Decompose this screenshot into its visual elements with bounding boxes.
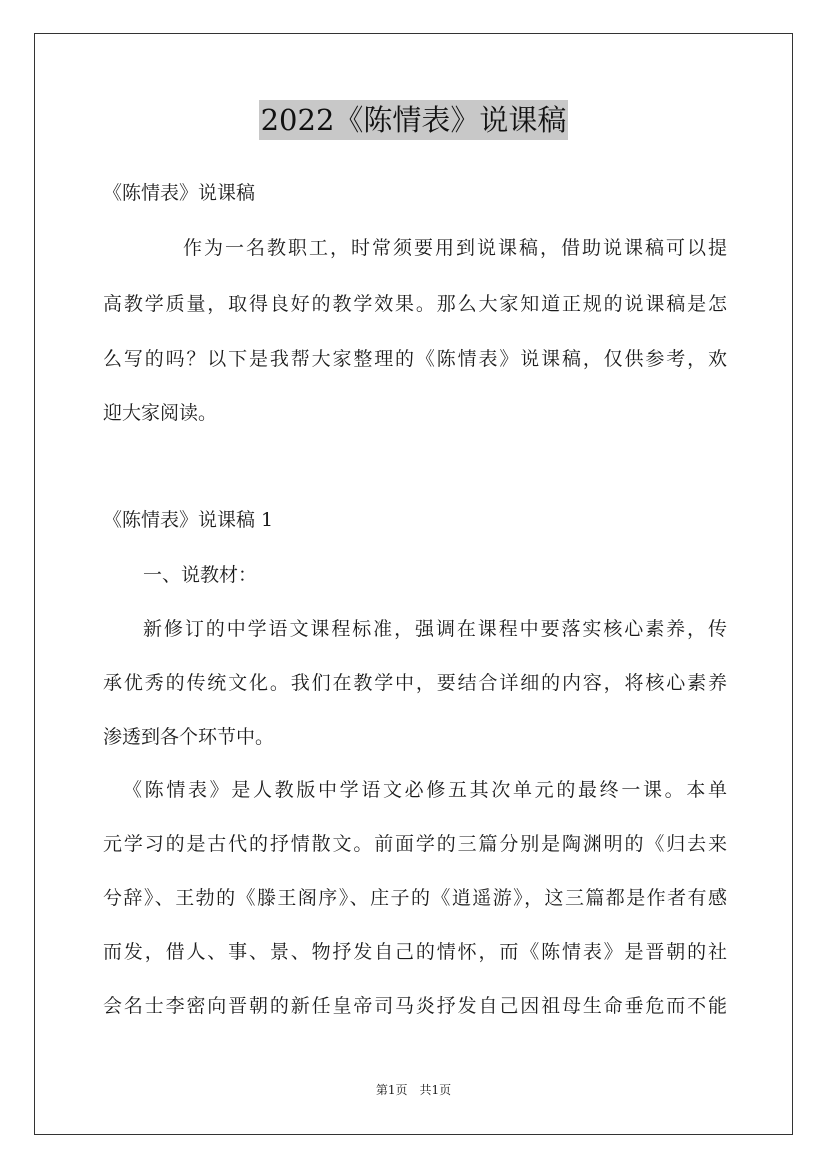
paragraph-line: 渗透到各个环节中。: [103, 726, 275, 748]
intro-line: 高教学质量，取得良好的教学效果。那么大家知道正规的说课稿是怎: [103, 293, 727, 315]
paragraph-line: 《陈情表》是人教版中学语文必修五其次单元的最终一课。本单: [123, 779, 727, 801]
document-title: [0, 100, 827, 140]
paragraph-line: 而发，借人、事、景、物抒发自己的情怀，而《陈情表》是晋朝的社: [103, 941, 727, 963]
section-title: 《陈情表》说课稿 1: [103, 509, 274, 531]
intro-line: 作为一名教职工，时常须要用到说课稿，借助说课稿可以提: [183, 237, 727, 259]
paragraph-line: 会名士李密向晋朝的新任皇帝司马炎抒发自己因祖母生命垂危而不能: [103, 995, 727, 1017]
paragraph-line: 新修订的中学语文课程标准，强调在课程中要落实核心素养，传: [143, 618, 727, 640]
document-subtitle: 《陈情表》说课稿: [103, 182, 256, 204]
intro-line: 么写的吗？以下是我帮大家整理的《陈情表》说课稿，仅供参考，欢: [103, 348, 727, 370]
document-title-text: 2022《陈情表》说课稿: [259, 100, 569, 140]
paragraph-line: 兮辞》、王勃的《滕王阁序》、庄子的《逍遥游》，这三篇都是作者有感: [103, 887, 727, 909]
paragraph-line: 承优秀的传统文化。我们在教学中，要结合详细的内容，将核心素养: [103, 672, 727, 694]
section-heading: 一、说教材：: [143, 564, 258, 586]
paragraph-line: 元学习的是古代的抒情散文。前面学的三篇分别是陶渊明的《归去来: [103, 833, 727, 855]
intro-line: 迎大家阅读。: [103, 402, 218, 424]
page-number: 第1页 共1页: [375, 1083, 452, 1097]
